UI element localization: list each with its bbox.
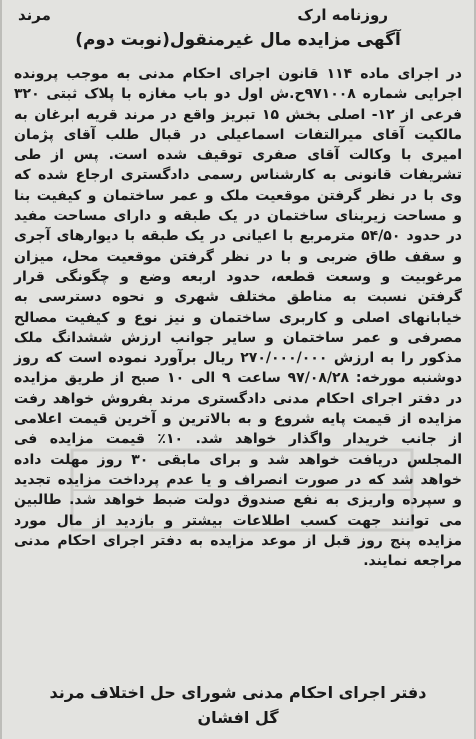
city-name: مرند — [18, 6, 51, 24]
issuer-signature-name: گل افشان — [197, 708, 279, 727]
notice-title: آگهی مزایده مال غیرمنقول(نوبت دوم) — [75, 30, 401, 50]
masthead — [10, 6, 466, 28]
notice-body: در اجرای ماده ۱۱۴ قانون اجرای احکام مدنی به موجب پرونده اجرایی شماره ۹۷۱۰۰۸ح.ش اول دو باب مغازه با پلاک ثبتی ۳۲۰ فرعی از ۱۲- اصلی بخش ۱۵ تبریز واقع در مرند قریه ابرغان به مالکیت آقای میرالتفات اسماعیلی در قبال طلب آقای پژمان امیری با وکالت آقای صفری توقیف شده است. پس از طی تشریفات قانونی به کارشناس رسمی دادگستری ارجاع شده که وی با در نظر گرفتن موقعیت ملک و عمر ساختمان و کیفیت بنا و مساحت زیربنای ساختمان در یک طبقه و دارای مساحت مفید در حدود ۵۴/۵۰ مترمربع با اعیانی در یک طبقه با دیوارهای آجری و سقف طاق ضربی و با در نظر گرفتن موقعیت محل، میزان مرغوبیت و وسعت قطعه، حدود اربعه وضع و چگونگی قرار گرفتن نسبت به مناطق مختلف شهری و نحوه دسترسی به خیابانهای اصلی و کاربری ساختمان و نیز نوع و کیفیت مصالح مصرفی و عمر ساختمان و سایر جوانب ارزش ششدانگ ملک مذکور را به ارزش ۲۷۰/۰۰۰/۰۰۰ ریال برآورد نموده است که روز دوشنبه مورخه: ۹۷/۰۸/۲۸ ساعت ۹ الی ۱۰ صبح از طریق مزایده در دفتر اجرای احکام مدنی دادگستری مرند بفروش خواهد رفت مزایده از قیمت پایه شروع و به بالاترین و آخرین قیمت اعلامی از جانب خریدار واگذار خواهد شد. ۱۰٪ قیمت مزایده فی المجلس دریافت خواهد شد و برای مابقی ۳۰ روز مهلت داده خواهد شد که در صورت انصراف و یا عدم پرداخت مزایده تجدید و سپرده واریزی به نفع صندوق دولت ضبط خواهد شد. طالبین می توانند جهت کسب اطلاعات بیشتر و بازدید از مال مورد مزایده پنج روز قبل از موعد مزایده به دفتر اجرای احکام مدنی مراجعه نمایند. — [14, 66, 463, 570]
newspaper-name: روزنامه ارک — [297, 6, 388, 24]
issuer-office: دفتر اجرای احکام مدنی شورای حل اختلاف مرند — [49, 683, 427, 702]
